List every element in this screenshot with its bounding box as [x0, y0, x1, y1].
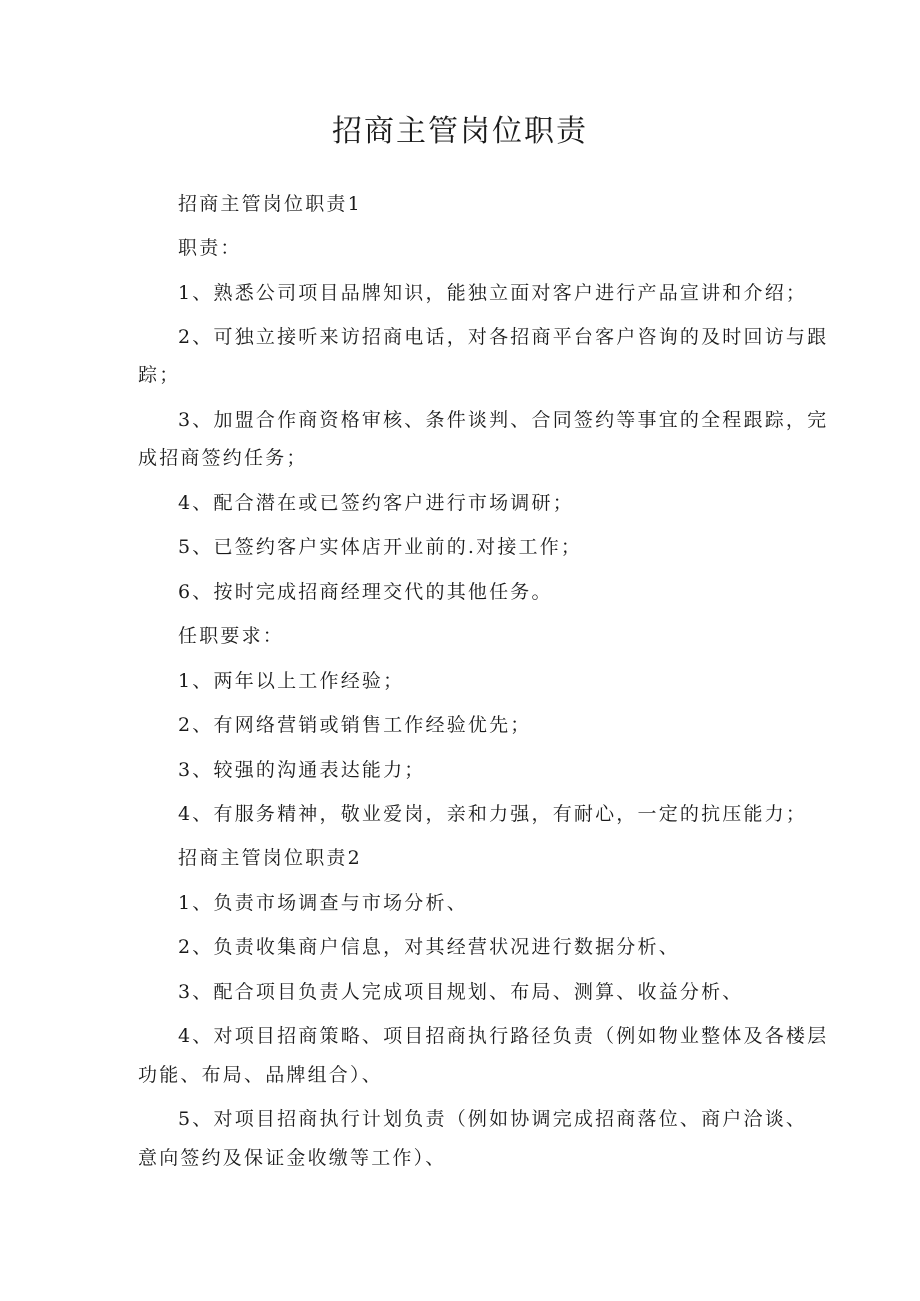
duties-label: 职责：	[178, 237, 242, 259]
duty-item: 5、已签约客户实体店开业前的.对接工作；	[178, 536, 583, 558]
duty-item: 4、配合潜在或已签约客户进行市场调研；	[178, 492, 574, 514]
section-heading: 招商主管岗位职责1	[178, 193, 362, 215]
duty-item-continuation: 成招商签约任务；	[138, 447, 308, 469]
requirement-item: 4、有服务精神，敬业爱岗，亲和力强，有耐心，一定的抗压能力；	[178, 803, 808, 825]
list-item-continuation: 意向签约及保证金收缴等工作）、	[138, 1147, 447, 1169]
requirements-label: 任职要求：	[178, 625, 285, 647]
requirement-item: 2、有网络营销或销售工作经验优先；	[178, 714, 532, 736]
list-item-continuation: 功能、布局、品牌组合）、	[138, 1064, 383, 1086]
list-item: 1、负责市场调查与市场分析、	[178, 892, 468, 914]
list-item: 4、对项目招商策略、项目招商执行路径负责（例如物业整体及各楼层	[178, 1025, 829, 1047]
duty-item-continuation: 踪；	[138, 364, 181, 386]
list-item: 3、配合项目负责人完成项目规划、布局、测算、收益分析、	[178, 981, 744, 1003]
duty-item: 3、加盟合作商资格审核、条件谈判、合同签约等事宜的全程跟踪，完	[178, 409, 829, 431]
section-heading: 招商主管岗位职责2	[178, 847, 362, 869]
requirement-item: 1、两年以上工作经验；	[178, 670, 405, 692]
duty-item: 2、可独立接听来访招商电话，对各招商平台客户咨询的及时回访与跟	[178, 326, 829, 348]
list-item: 2、负责收集商户信息，对其经营状况进行数据分析、	[178, 936, 680, 958]
document-title: 招商主管岗位职责	[332, 114, 588, 149]
duty-item: 6、按时完成招商经理交代的其他任务。	[178, 581, 553, 603]
list-item: 5、对项目招商执行计划负责（例如协调完成招商落位、商户洽谈、	[178, 1108, 808, 1130]
requirement-item: 3、较强的沟通表达能力；	[178, 759, 426, 781]
duty-item: 1、熟悉公司项目品牌知识，能独立面对客户进行产品宣讲和介绍；	[178, 282, 808, 304]
